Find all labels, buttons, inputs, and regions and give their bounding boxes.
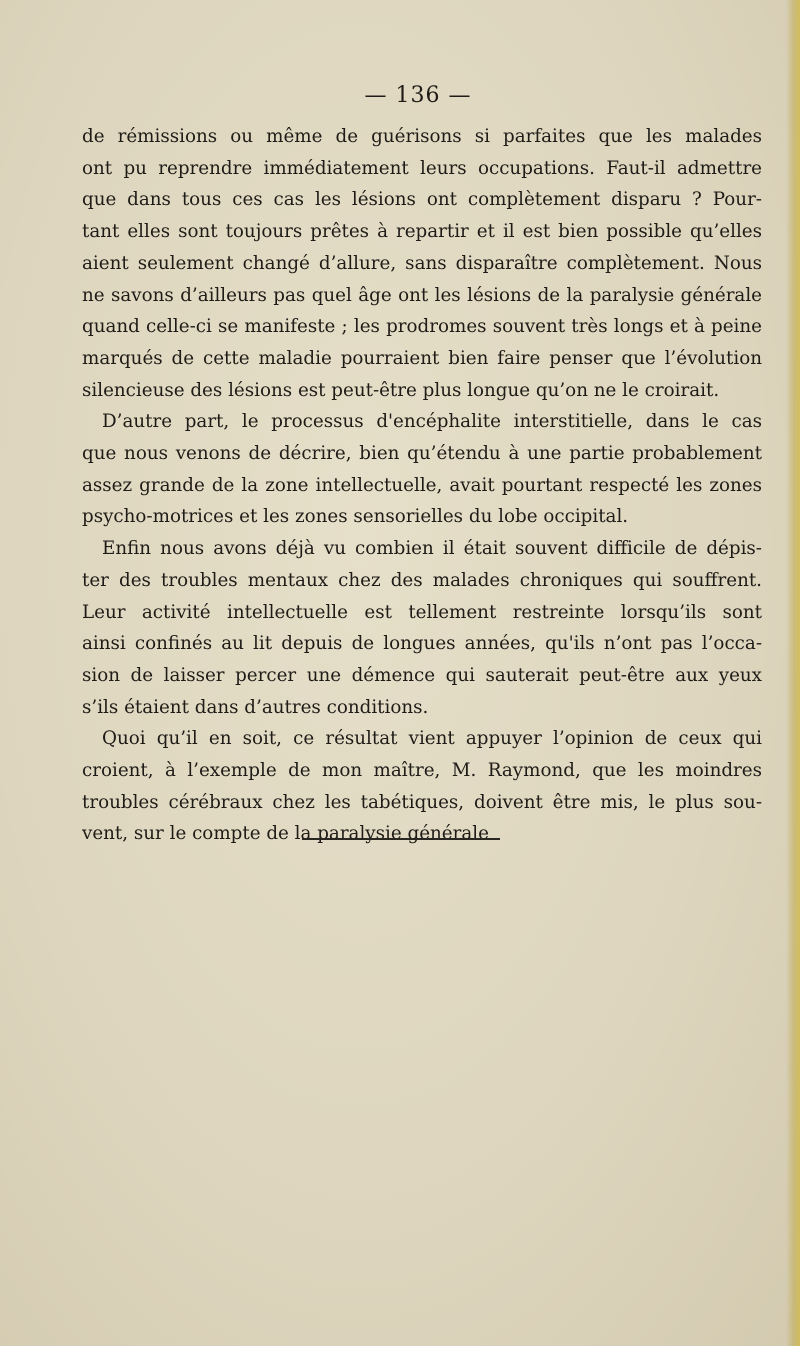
text-line: psycho-motrices et les zones sensorielles du lobe occipital. bbox=[82, 506, 629, 528]
text-line: que dans tous ces cas les lésions ont complètement disparu ? Pour- bbox=[82, 189, 762, 211]
page-number-header: — 136 — bbox=[364, 83, 472, 108]
paragraph-start-line: D’autre part, le processus d'encéphalite interstitielle, dans le cas bbox=[102, 411, 762, 433]
page-edge bbox=[786, 0, 800, 1346]
paragraph-start-line: Enfin nous avons déjà vu combien il était souvent difficile de dépis- bbox=[102, 538, 762, 560]
text-line: s’ils étaient dans d’autres conditions. bbox=[82, 696, 429, 718]
text-line: tant elles sont toujours prêtes à repartir et il est bien possible qu’elles bbox=[82, 221, 762, 243]
paragraph-start-line: Quoi qu’il en soit, ce résultat vient appuyer l’opinion de ceux qui bbox=[102, 728, 762, 750]
text-line: sion de laisser percer une démence qui sauterait peut-être aux yeux bbox=[82, 664, 762, 686]
text-line: quand celle-ci se manifeste ; les prodromes souvent très longs et à peine bbox=[82, 316, 762, 338]
text-line: Leur activité intellectuelle est tellement restreinte lorsqu’ils sont bbox=[82, 601, 762, 623]
text-line: ter des troubles mentaux chez des malades chroniques qui souffrent. bbox=[82, 569, 762, 591]
text-line: troubles cérébraux chez les tabétiques, doivent être mis, le plus sou- bbox=[82, 791, 762, 813]
text-line: ainsi confinés au lit depuis de longues années, qu'ils n’ont pas l’occa- bbox=[82, 633, 762, 655]
text-line: vent, sur le compte de la paralysie générale bbox=[82, 823, 489, 845]
text-line: que nous venons de décrire, bien qu’étendu à une partie probablement bbox=[82, 443, 762, 465]
text-line: croient, à l’exemple de mon maître, M. Raymond, que les moindres bbox=[82, 760, 762, 782]
text-line: marqués de cette maladie pourraient bien faire penser que l’évolution bbox=[82, 347, 762, 369]
text-line: de rémissions ou même de guérisons si parfaites que les malades bbox=[82, 126, 762, 147]
text-line: ont pu reprendre immédiatement leurs occupations. Faut-il admettre bbox=[82, 157, 762, 179]
section-divider bbox=[302, 838, 500, 840]
text-line: assez grande de la zone intellectuelle, avait pourtant respecté les zones bbox=[82, 474, 762, 496]
text-line: ne savons d’ailleurs pas quel âge ont les lésions de la paralysie générale bbox=[82, 284, 762, 306]
text-line: aient seulement changé d’allure, sans disparaître complètement. Nous bbox=[82, 252, 762, 274]
text-line: silencieuse des lésions est peut-être plus longue qu’on ne le croirait. bbox=[82, 379, 720, 401]
body-text bbox=[82, 121, 762, 850]
